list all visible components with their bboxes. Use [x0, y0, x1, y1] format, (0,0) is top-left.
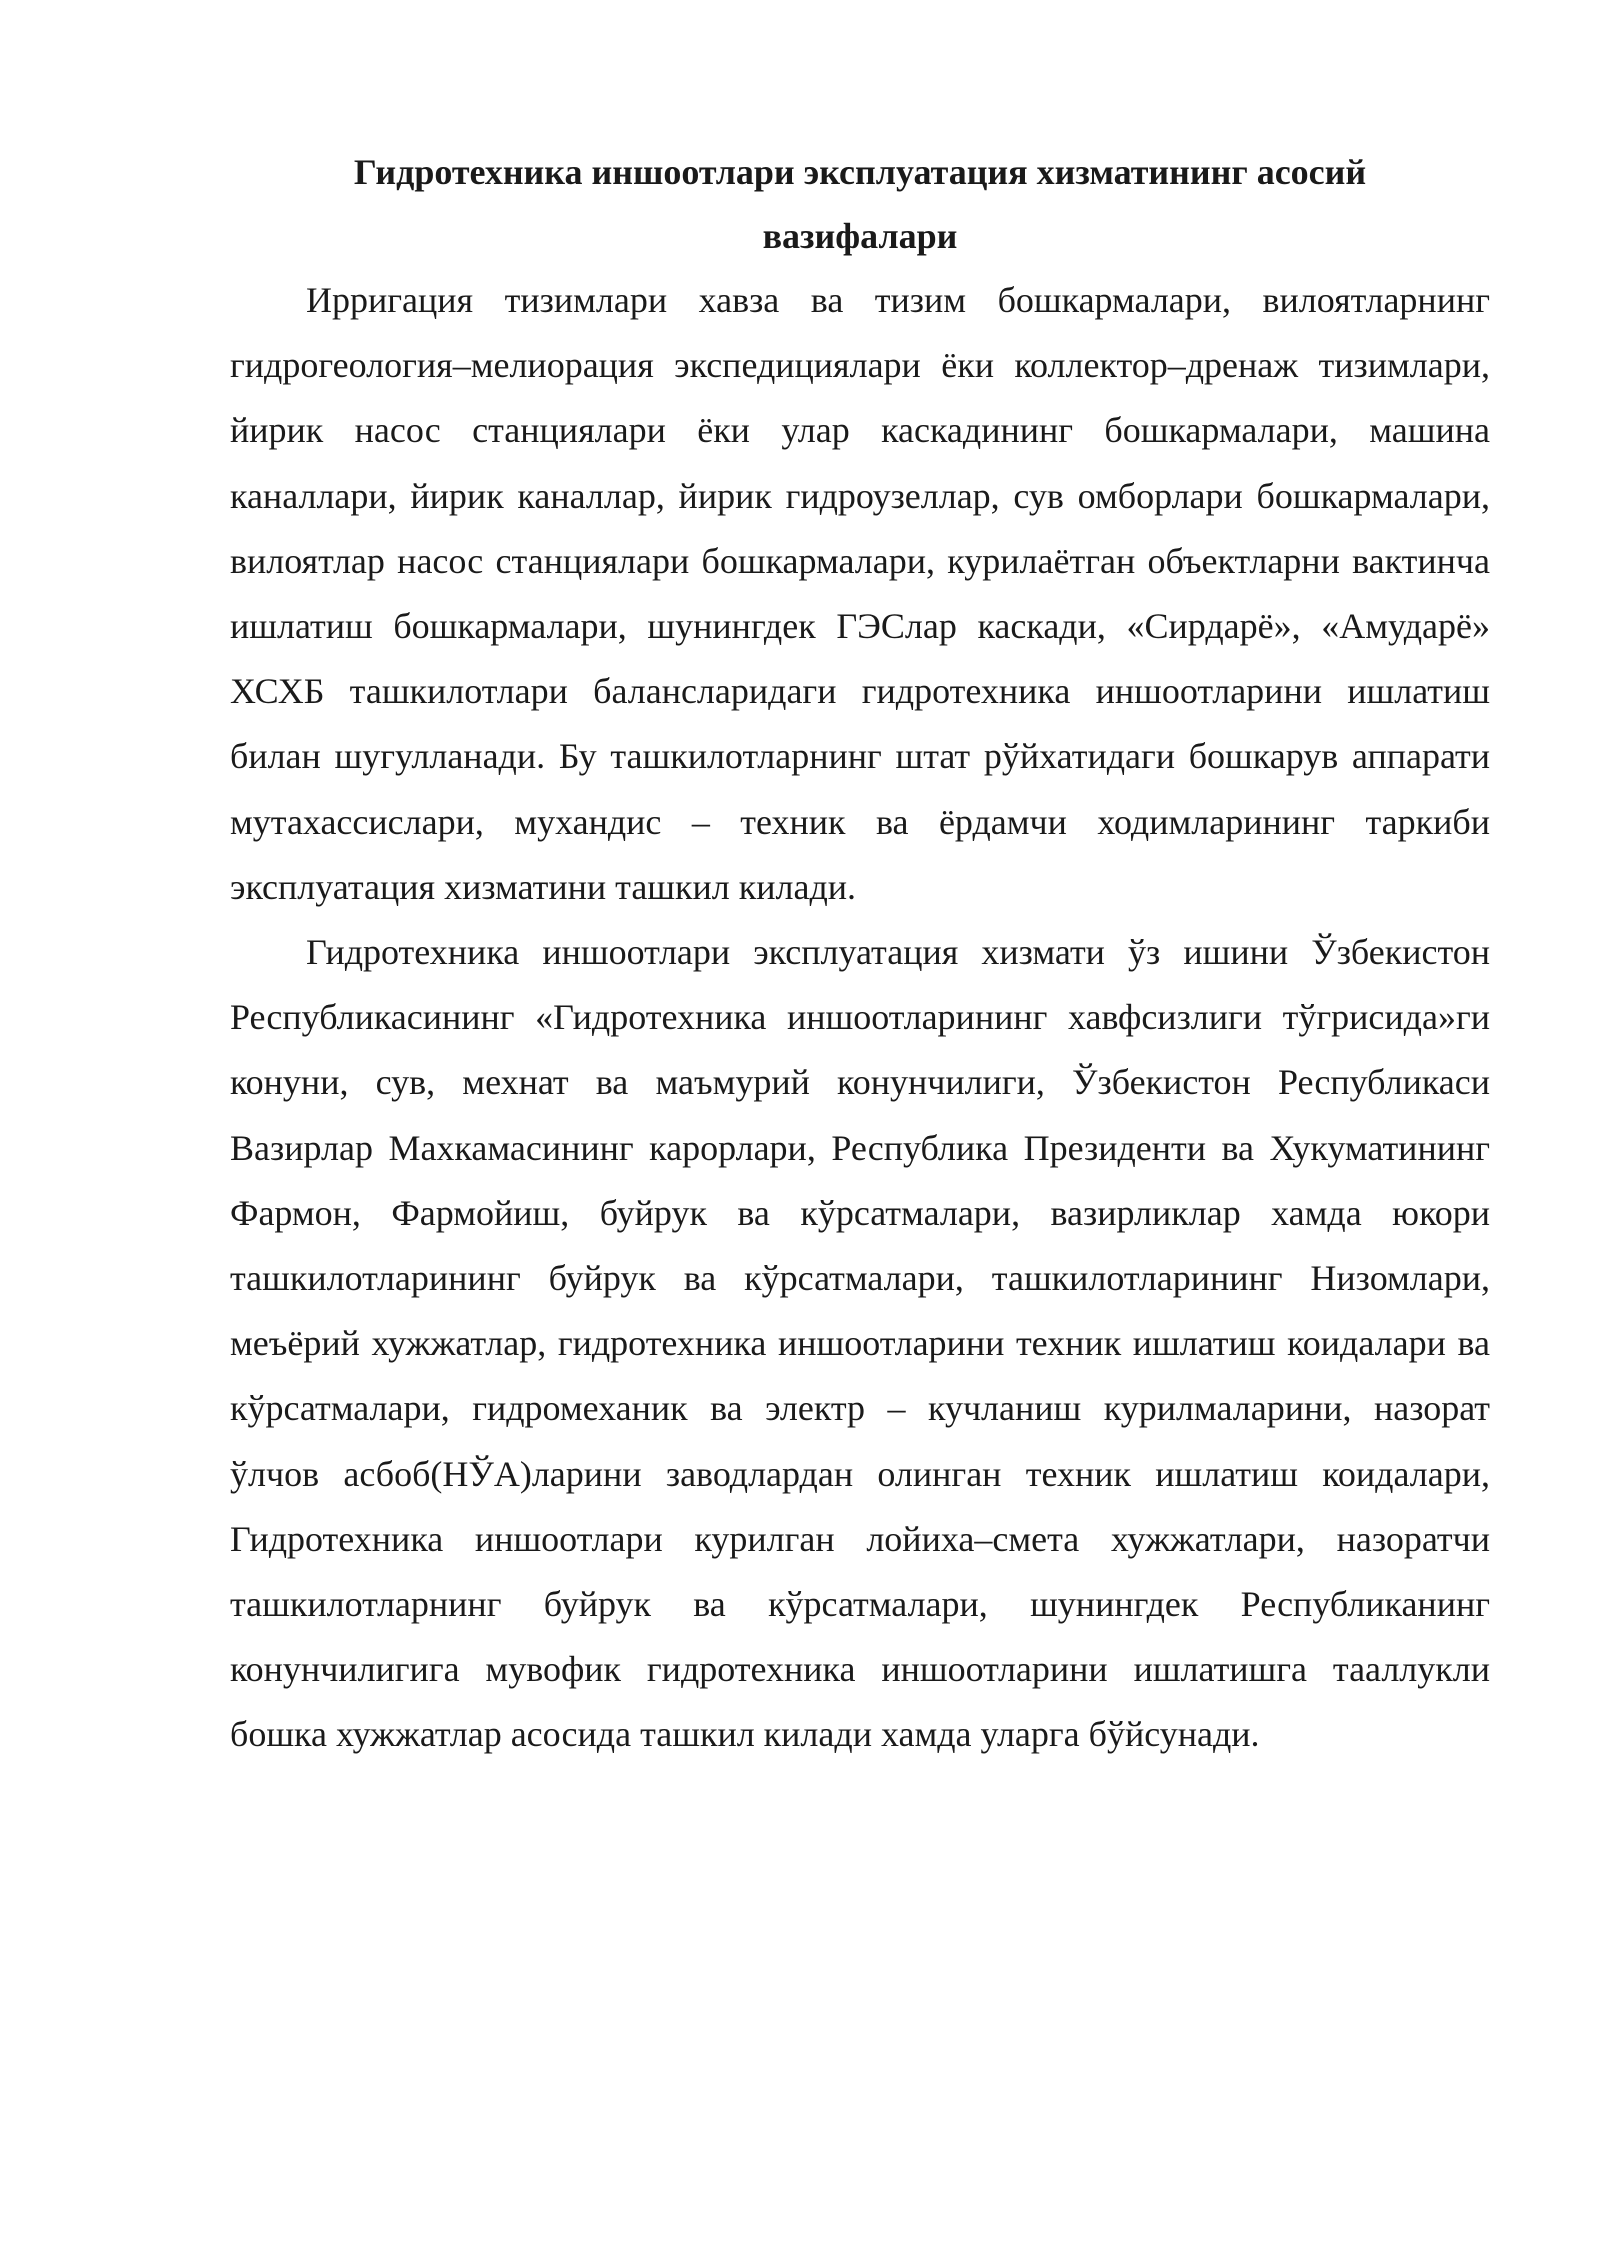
document-page	[230, 140, 1490, 1768]
paragraph-2: Гидротехника иншоотлари эксплуатация хизмати ўз ишини Ўзбекистон Республикасининг «Гидротехника иншоотларининг хавфсизлиги тўгрисида»ги конуни, сув, мехнат ва маъмурий конунчилиги, Ўзбекистон Республикаси Вазирлар Махкамасининг карорлари, Республика Президенти ва Хукуматининг Фармон, Фармойиш, буйрук ва кўрсатмалари, вазирликлар хамда юкори ташкилотларининг буйрук ва кўрсатмалари, ташкилотларининг Низомлари, меъёрий хужжатлар, гидротехника иншоотларини техник ишлатиш коидалари ва кўрсатмалари, гидромеханик ва электр – кучланиш курилмаларини, назорат ўлчов асбоб(НЎА)ларини заводлардан олинган техник ишлатиш коидалари, Гидротехника иншоотлари курилган лойиха–смета хужжатлари, назоратчи ташкилотларнинг буйрук ва кўрсатмалари, шунингдек Республиканинг конунчилигига мувофик гидротехника иншоотларини ишлатишга тааллукли бошка хужжатлар асосида ташкил килади хамда уларга бўйсунади.	[230, 932, 1490, 1755]
document-title	[230, 140, 1490, 268]
title-line-1: Гидротехника иншоотлари эксплуатация хизматининг асосий	[353, 152, 1367, 192]
paragraph-1: Ирригация тизимлари хавза ва тизим бошкармалари, вилоятларнинг гидрогеология–мелиорация экспедициялари ёки коллектор–дренаж тизимлари, йирик насос станциялари ёки улар каскадининг бошкармалари, машина каналлари, йирик каналлар, йирик гидроузеллар, сув омборлари бошкармалари, вилоятлар насос станциялари бошкармалари, курилаётган объектларни вактинча ишлатиш бошкармалари, шунингдек ГЭСлар каскади, «Сирдарё», «Амударё» ХСХБ ташкилотлари балансларидаги гидротехника иншоотларини ишлатиш билан шугулланади. Бу ташкилотларнинг штат рўйхатидаги бошкарув аппарати мутахассислари, мухандис – техник ва ёрдамчи ходимларининг таркиби эксплуатация хизматини ташкил килади.	[230, 280, 1490, 907]
title-line-2: вазифалари	[762, 216, 958, 256]
